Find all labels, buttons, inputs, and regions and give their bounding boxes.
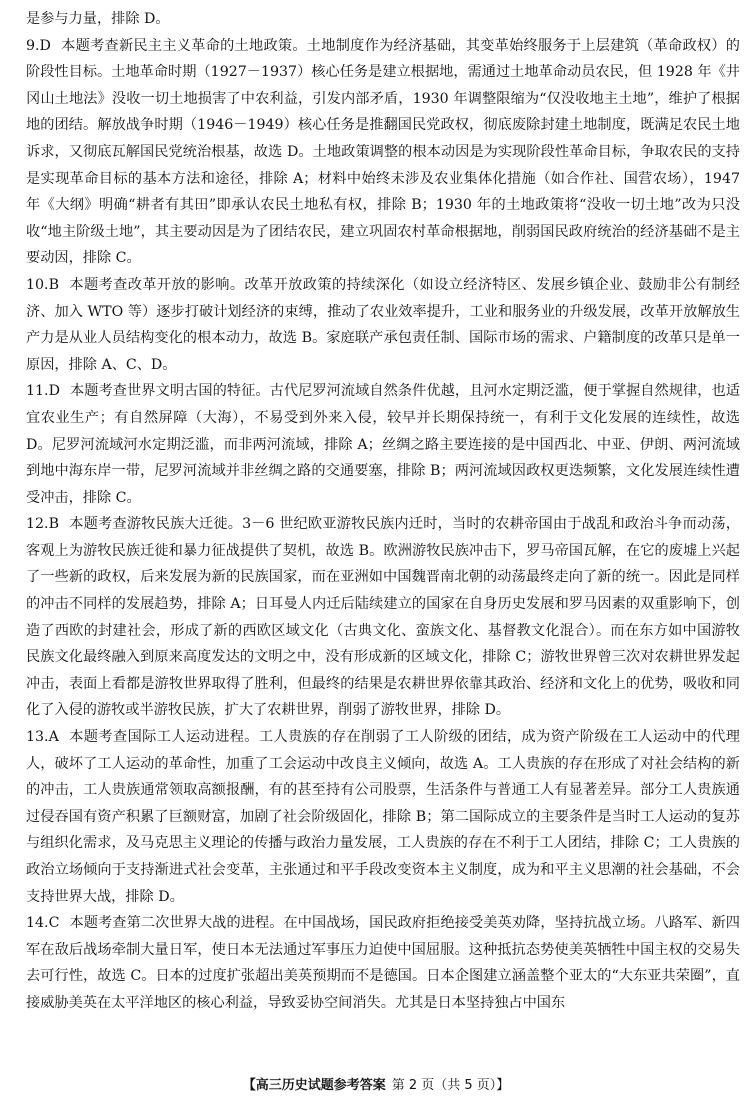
answer-item-14 <box>26 910 740 1016</box>
question-number: 11.D <box>26 383 60 400</box>
question-number: 10.B <box>26 276 59 293</box>
answer-explanation: 本题考查世界文明古国的特征。古代尼罗河流域自然条件优越，且河水定期泛滥，便于掌握自然规律，也适宜农业生产；有自然屏障（大海），不易受到外来入侵，较早并长期保持统一，有利于文化发展的连续性，故选 D。尼罗河流域河水定期泛滥，而非两河流域，排除 A；丝绸之路主要连接的是中国西北、中亚、伊朗、两河流域到地中海东岸一带，尼罗河流域并非丝绸之路的交通要塞，排除 B；两河流域因政权更迭频繁，文化发展连续性遭受冲击，排除 C。 <box>26 383 740 506</box>
answer-explanation: 本题考查改革开放的影响。改革开放政策的持续深化（如设立经济特区、发展乡镇企业、鼓励非公有制经济、加入 WTO 等）逐步打破计划经济的束缚，推动了农业效率提升，工业和服务业的升级发展，改革开放解放生产力是从业人员结构变化的根本动力，故选 B。家庭联产承包责任制、国际市场的需求、户籍制度的改革只是单一原因，排除 A、C、D。 <box>26 276 740 373</box>
answer-item-13 <box>26 724 740 910</box>
question-number: 13.A <box>26 729 59 746</box>
footer-page-number: 第 2 页（共 5 页）】 <box>391 1078 510 1093</box>
answer-item-11 <box>26 378 740 511</box>
question-number: 12.B <box>26 516 59 533</box>
answer-explanation: 本题考查游牧民族大迁徙。3－6 世纪欧亚游牧民族内迁时，当时的农耕帝国由于战乱和政治斗争而动荡，客观上为游牧民族迁徙和暴力征战提供了契机，故选 B。欧洲游牧民族冲击下，罗马帝国瓦解，在它的废墟上兴起了一些新的政权，后来发展为新的民族国家，而在亚洲如中国魏晋南北朝的动荡最终走向了新的统一。因此是同样的冲击不同样的发展趋势，排除 A；日耳曼人内迁后陆续建立的国家在自身历史发展和罗马因素的双重影响下，创造了西欧的封建社会，形成了新的西欧区域文化（古典文化、蛮族文化、基督教文化混合）。而在东方如中国游牧民族文化最终融入到原来高度发达的文明之中，没有形成新的区域文化，排除 C；游牧世界曾三次对农耕世界发起冲击，表面上看都是游牧世界取得了胜利，但最终的结果是农耕世界依靠其政治、经济和文化上的优势，吸收和同化了入侵的游牧或半游牧民族，扩大了农耕世界，削弱了游牧世界，排除 D。 <box>26 516 740 719</box>
page-footer <box>0 1074 752 1093</box>
answer-item-9 <box>26 33 740 272</box>
answer-item-10 <box>26 272 740 378</box>
answer-item-12 <box>26 511 740 724</box>
answer-explanation: 本题考查新民主主义革命的土地政策。土地制度作为经济基础，其变革始终服务于上层建筑（革命政权）的阶段性目标。土地革命时期（1927－1937）核心任务是建立根据地，需通过土地革命动员农民，但 1928 年《井冈山土地法》没收一切土地损害了中农利益，引发内部矛盾，1930 年调整限缩为“仅没收地主土地”，维护了根据地的团结。解放战争时期（1946－1949）核心任务是推翻国民党政权，彻底废除封建土地制度，既满足农民土地诉求，又彻底瓦解国民党统治根基，故选 D。土地政策调整的根本动因是为实现阶段性革命目标，争取农民的支持是实现革命目标的基本方法和途径，排除 A；材料中始终未涉及农业集体化措施（如合作社、国营农场），1947 年《大纲》明确“耕者有其田”即承认农民土地私有权，排除 B；1930 年的土地政策将“没收一切土地”改为只没收“地主阶级土地”，其主要动因是为了团结农民，建立巩固农村革命根据地，削弱国民政府统治的经济基础不是主要动因，排除 C。 <box>26 37 740 267</box>
question-number: 14.C <box>26 915 60 932</box>
footer-title: 【高三历史试题参考答案 <box>242 1078 386 1093</box>
question-number: 9.D <box>26 37 51 54</box>
intro-line: 是参与力量，排除 D。 <box>26 11 170 27</box>
answer-explanation: 本题考查第二次世界大战的进程。在中国战场，国民政府拒绝接受美英劝降，坚持抗战立场。八路军、新四军在敌后战场牵制大量日军，使日本无法通过军事压力迫使中国屈服。这种抵抗态势使美英牺牲中国主权的交易失去可行性，故选 C。日本的过度扩张超出美英预期而不是德国。日本企图建立涵盖整个亚太的“大东亚共荣圈”，直接威胁美英在太平洋地区的核心利益，导致妥协空间消失。尤其是日本坚持独占中国东 <box>26 915 741 1011</box>
answer-explanation: 本题考查国际工人运动进程。工人贵族的存在削弱了工人阶级的团结，成为资产阶级在工人运动中的代理人，破坏了工人运动的革命性，加重了工会运动中改良主义倾向，故选 A。工人贵族的存在形成了对社会结构的新的冲击，工人贵族通常领取高额报酬，有的甚至持有公司股票，生活条件与普通工人有显著差异。部分工人贵族通过侵吞国有资产积累了巨额财富，加剧了社会阶级固化，排除 B；第二国际成立的主要条件是当时工人运动的复苏与组织化需求，及马克思主义理论的传播与政治力量发展，工人贵族的存在不利于工人团结，排除 C；工人贵族的政治立场倾向于支持渐进式社会变革，主张通过和平手段改变资本主义制度，成为和平主义思潮的社会基础，不会支持世界大战，排除 D。 <box>26 729 740 905</box>
answer-content <box>26 6 740 1017</box>
